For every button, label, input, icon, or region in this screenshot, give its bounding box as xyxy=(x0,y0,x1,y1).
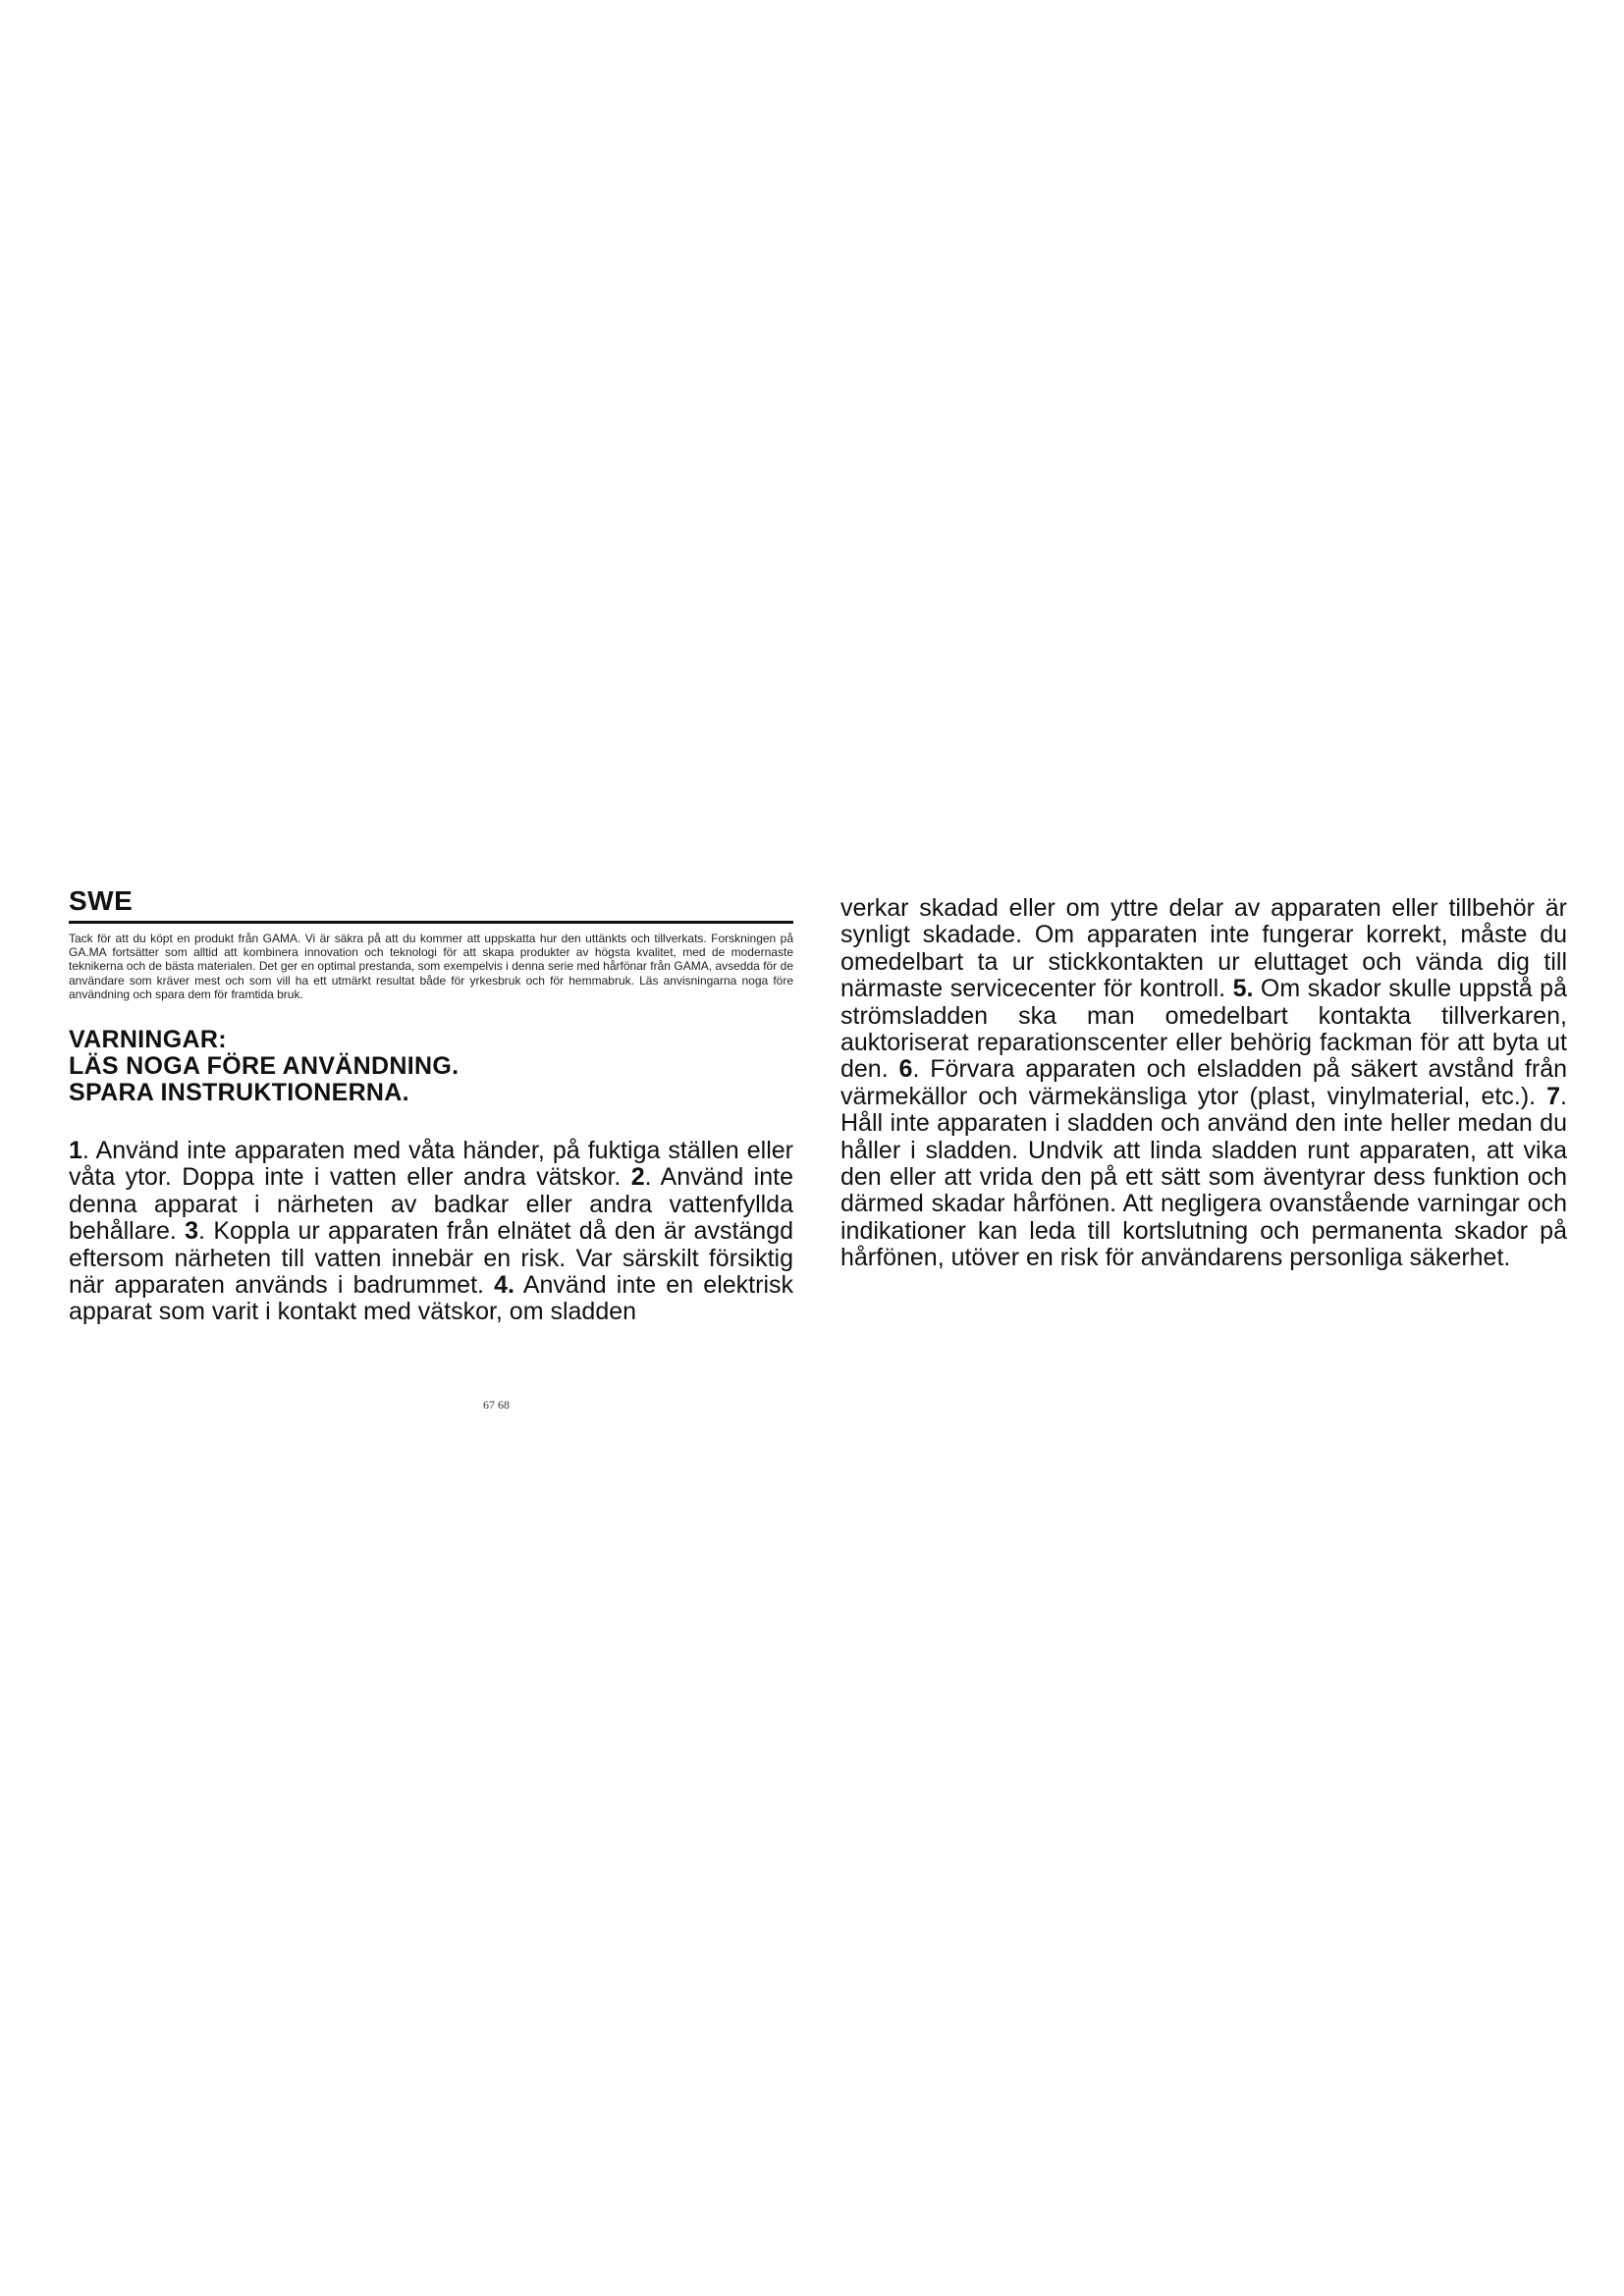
language-header: SWE xyxy=(69,885,793,924)
read-carefully-title: LÄS NOGA FÖRE ANVÄNDNING. xyxy=(69,1052,460,1081)
page-numbers: 67 68 xyxy=(483,1398,510,1412)
save-instructions-title: SPARA INSTRUKTIONERNA. xyxy=(69,1079,409,1107)
item-number-4: 4. xyxy=(494,1271,515,1300)
item-number-1: 1 xyxy=(69,1137,82,1165)
item-number-6: 6 xyxy=(898,1055,913,1084)
item-text-6: . Förvara apparaten och elsladden på säkert avstånd från värmekällor och värmekänsliga ytor (plast, vinylmaterial, etc.). xyxy=(840,1055,1568,1110)
right-column xyxy=(840,895,1567,1272)
item-text-2: . Använd inte denna apparat i närheten av badkar eller andra vattenfyllda behållare. xyxy=(69,1163,793,1246)
item-text-5: Om skador skulle uppstå på strömsladden ska man omedelbart kontakta tillverkaren, auktoriserat reparationscenter eller behörig fackman för att byta ut den. xyxy=(840,975,1567,1084)
item-text-4-continued: verkar skadad eller om yttre delar av apparaten eller tillbehör är synligt skadade. Om apparaten inte fungerar korrekt, måste du omedelbart ta ur stickkontakten ur eluttaget och vända dig till närmaste servicecenter för kontroll. xyxy=(840,894,1567,1003)
warnings-text-right xyxy=(840,895,1567,1272)
item-text-3: . Koppla ur apparaten från elnätet då den är avstängd eftersom närheten till vatten innebär en risk. Var särskilt försiktig när apparaten används i badrummet. xyxy=(69,1217,794,1300)
item-number-3: 3 xyxy=(185,1217,199,1246)
intro-paragraph: Tack för att du köpt en produkt från GAMA. Vi är säkra på att du kommer att uppskatta hur den uttänkts och tillverkats. Forskningen på GA.MA fortsätter som alltid att kombinera innovation och teknologi för att skapa produkter av högsta kvalitet, med de modernaste teknikerna och de bästa materialen. Det ger en optimal prestanda, som exempelvis i denna serie med hårfönar från GAMA, avsedda för de användare som kräver mest och som vill ha ett utmärkt resultat både för yrkesbruk och för hemmabruk. Läs anvisningarna noga före användning och spara dem för framtida bruk. xyxy=(69,932,793,1001)
warnings-heading xyxy=(69,1027,793,1106)
item-text-4: Använd inte en elektrisk apparat som varit i kontakt med vätskor, om sladden xyxy=(69,1271,793,1326)
item-number-5: 5. xyxy=(1232,975,1254,1003)
warnings-title: VARNINGAR: xyxy=(69,1026,227,1054)
item-number-7: 7 xyxy=(1546,1082,1561,1110)
item-text-1: . Använd inte apparaten med våta händer, på fuktiga ställen eller våta ytor. Doppa inte i vatten eller andra vätskor. xyxy=(69,1137,793,1192)
left-column xyxy=(69,885,793,1326)
item-text-7: . Håll inte apparaten i sladden och använd den inte heller medan du håller i sladden. Undvik att linda sladden runt apparaten, att vika den eller att vrida den på ett sätt som äventyrar dess funktion och därmed skadar hårfönen. Att negligera ovanstående varningar och indikationer kan leda till kortslutning och permanenta skador på hårfönen, utöver en risk för användarens personliga säkerhet. xyxy=(840,1082,1567,1272)
item-number-2: 2 xyxy=(630,1163,645,1192)
warnings-text-left xyxy=(69,1138,793,1326)
